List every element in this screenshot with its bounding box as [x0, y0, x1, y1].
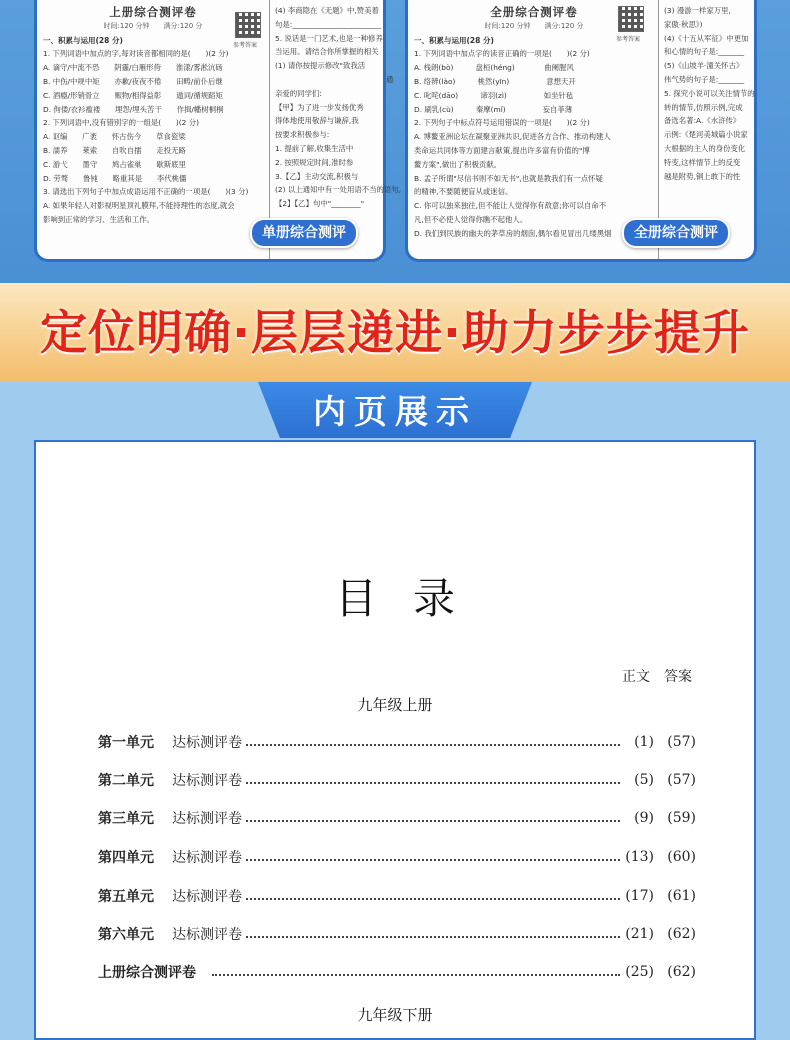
paper-text-line: C. 叱咤(dāo) 谛羽(zì) 如坐针毡	[414, 90, 574, 100]
paper-text-line: B. 濡养 莱索 自吹自擂 走投无路	[43, 145, 186, 155]
paper-text-line: 转的情节,仿照示例,完成	[664, 102, 743, 112]
paper-text-line: C. 游弋 墨守 鸠占雀巢 歇斯底里	[43, 159, 186, 169]
toc-row-answer-page: (57)	[667, 772, 696, 788]
toc-row-unit: 第三单元	[98, 811, 154, 827]
toc-row-page: (17)	[625, 888, 654, 904]
toc-row-leader	[246, 898, 620, 900]
toc-column-main: 正文	[622, 669, 650, 685]
paper-text-line: B. 络辨(lào) 桃然(yīn) 意想天开	[414, 76, 576, 86]
paper-left-section: 一、积累与运用(28 分)	[43, 35, 123, 45]
toc-row-unit: 第一单元	[98, 735, 154, 751]
toc-row-name: 达标测评卷	[172, 773, 242, 789]
paper-text-line: 句是:________________________	[275, 19, 381, 29]
paper-text-line: 当运用。请结合你所掌握的相关	[275, 47, 379, 57]
paper-right-col2-lines	[664, 4, 758, 183]
toc-row-unit: 第四单元	[98, 850, 154, 866]
paper-text-line: A. 谪守/中流不恐 阴霾/白雁形侉 淮漾/雾淞沆砀	[43, 63, 223, 73]
paper-right-column-2	[664, 4, 758, 183]
paper-text-line: 家傲·秋思》)	[664, 19, 703, 29]
toc-row-name: 达标测评卷	[172, 850, 242, 866]
paper-text-line: 和心情的句子是:_______	[664, 47, 745, 57]
paper-text-line: (4)《十五从军征》中更加	[664, 33, 749, 43]
paper-text-line: 【甲】为了进一步发扬优秀	[275, 102, 364, 112]
toc-row[interactable]	[98, 732, 696, 752]
toc-row-answer-page: (60)	[667, 849, 696, 865]
paper-right-meta: 时间:120 分钟 满分:120 分	[484, 21, 584, 30]
paper-text-line: 影响到正常的学习、生活和工作。	[43, 214, 154, 224]
toc-grade-lower: 九年级下册	[357, 1006, 433, 1024]
toc-row-name: 达标测评卷	[172, 927, 242, 943]
toc-column-answer: 答案	[664, 669, 692, 685]
paper-text-line: (2) 以上通知中有一处用语不当的语句,	[275, 185, 402, 195]
qr-code-icon	[235, 12, 261, 38]
paper-text-line: D. 劳骛 鲁钝 略重其是 李代桃僵	[43, 173, 187, 183]
paper-text-line: 2. 按照规定时间,准时参	[275, 157, 354, 167]
paper-text-line: B. 中伤/中规中矩 亦歉/夜夜不倦 田畴/前仆后继	[43, 76, 223, 86]
paper-text-line: (3) 漫游一样家万里,	[664, 6, 731, 15]
paper-text-line: (4) 李商隐在《无题》中,赞美着	[275, 6, 379, 15]
paper-right-section: 一、积累与运用(28 分)	[414, 35, 494, 45]
paper-text-line: 2. 下列句子中标点符号运用错误的一项是( )(2 分)	[414, 118, 590, 128]
paper-text-line: 亲爱的同学们:	[275, 88, 322, 98]
paper-text-line: 2. 下列词语中,没有错别字的一组是( )(2 分)	[43, 118, 199, 128]
paper-text-line: 【2】【乙】句中"________"	[275, 199, 365, 209]
qr-code-icon	[618, 6, 644, 32]
paper-text-line: 1. 下列词语中加点字的读音正确的一项是( )(2 分)	[414, 49, 590, 59]
paper-text-line: 越是附势,铜上敢下的性	[664, 171, 741, 181]
toc-row-unit: 第二单元	[98, 773, 154, 789]
paper-text-line: 大根据的主人的身份变化	[664, 143, 746, 153]
toc-row-page: (25)	[625, 964, 654, 980]
paper-text-line: C. 酒瘾/形销骨立 赈物/相得益彰 遁词/循规蹈矩	[43, 90, 223, 100]
toc-row[interactable]	[98, 924, 696, 944]
toc-row-page: (5)	[634, 772, 654, 788]
paper-text-line: A. 讴编 广袤 怀古伤今 草食瓷梁	[43, 132, 186, 142]
full-volume-test-badge: 全册综合测评	[622, 218, 730, 248]
toc-row-unit: 第五单元	[98, 889, 154, 905]
paper-left-title: 上册综合测评卷	[109, 5, 197, 19]
toc-grade-upper: 九年级上册	[357, 696, 433, 714]
paper-text-line: 1. 下列词语中加点的字,每对读音都相同的是( )(2 分)	[43, 49, 229, 59]
paper-text-line: A. 栈朗(bò) 盘桓(héng) 曲阑腥风	[414, 63, 574, 73]
toc-title: 目录	[334, 574, 491, 623]
paper-left-lines	[43, 47, 263, 226]
toc-row-page: (21)	[625, 926, 654, 942]
toc-page	[34, 440, 756, 1040]
toc-row-answer-page: (57)	[667, 734, 696, 750]
section-tab-label: 内页展示	[313, 392, 477, 431]
paper-text-line: 得体地使用敬辞与谦辞,我	[275, 116, 359, 126]
paper-text-line: 5. 探究小说可以关注情节的	[664, 88, 755, 98]
toc-row-leader	[246, 744, 620, 746]
paper-right-qr-label: 参考答案	[616, 36, 641, 43]
paper-right-lines	[414, 47, 654, 240]
paper-text-line: 3.【乙】主动交流,积极与	[275, 171, 359, 181]
slogan-text: 定位明确·层层递进·助力步步提升	[40, 306, 750, 361]
paper-text-line: 示例:《楚河美城篇小说家	[664, 130, 748, 140]
paper-text-line: 5. 说话是一门艺术,也是一种修养	[275, 33, 383, 43]
toc-row[interactable]	[98, 847, 696, 867]
paper-left-qr-label: 参考答案	[233, 42, 258, 49]
toc-row-answer-page: (62)	[667, 926, 696, 942]
paper-text-line: D. 刷乳(cù) 秦摩(mǐ) 妄自菲薄	[414, 104, 573, 114]
paper-text-line: 的精神,不要随便盲从或迷信。	[414, 187, 513, 197]
toc-row[interactable]	[98, 770, 696, 790]
paper-text-line: 通	[275, 74, 394, 84]
toc-row[interactable]	[98, 886, 696, 906]
paper-text-line: 类命运共同体等方面建言献策,提出许多富有价值的"博	[414, 145, 590, 155]
paper-left-column-2	[275, 4, 402, 211]
toc-row-unit: 上册综合测评卷	[98, 965, 196, 981]
toc-row-answer-page: (61)	[667, 888, 696, 904]
toc-row-leader	[212, 974, 620, 976]
paper-text-line: 3. 请选出下列句子中加点成语运用不正确的一项是( )(3 分)	[43, 187, 249, 197]
toc-row-page: (9)	[634, 810, 654, 826]
paper-text-line: A. 如果年轻人对影视明星顶礼膜拜,不能持理性的态度,就会	[43, 201, 235, 211]
toc-row-leader	[246, 859, 620, 861]
toc-row-unit: 第六单元	[98, 927, 154, 943]
paper-text-line: D. 我们到民族的幽夫的茅草房的烟囱,偶尔看见冒出几缕黑烟	[414, 228, 612, 238]
toc-row[interactable]	[98, 962, 696, 982]
paper-text-line: 按要求积极参与:	[275, 130, 330, 140]
paper-text-line: 鳌方案",做出了积极贡献。	[414, 159, 502, 169]
paper-text-line: 备选名著:A.《水浒传》	[664, 116, 741, 126]
toc-row-answer-page: (62)	[667, 964, 696, 980]
toc-row-leader	[246, 820, 620, 822]
toc-row[interactable]	[98, 808, 696, 828]
paper-text-line: 1. 提前了解,收集生活中	[275, 143, 354, 153]
toc-row-name: 达标测评卷	[172, 735, 242, 751]
paper-text-line: 凡,但不必使人觉得你瞧不起他人。	[414, 214, 528, 224]
paper-text-line: (5)《山坡羊·潼关怀古》	[664, 61, 744, 71]
paper-text-line: C. 你可以独来独往,但不能让人觉得你有敌意;你可以自命不	[414, 201, 607, 211]
paper-text-line: 特变,这样情节上的反变	[664, 157, 741, 167]
toc-row-name: 达标测评卷	[172, 811, 242, 827]
paper-text-line: A. 博鳌亚洲论坛在凝聚亚洲共识,促进各方合作、推动构建人	[414, 132, 611, 142]
paper-text-line: (1) 请你按提示修改"致我活	[275, 61, 366, 71]
toc-row-leader	[246, 936, 620, 938]
toc-row-answer-page: (59)	[667, 810, 696, 826]
toc-row-page: (1)	[634, 734, 654, 750]
paper-left-meta: 时间:120 分钟 满分:120 分	[103, 21, 203, 30]
single-volume-test-badge: 单册综合测评	[250, 218, 358, 248]
toc-row-name: 达标测评卷	[172, 889, 242, 905]
paper-left-col2-lines	[275, 4, 402, 211]
paper-text-line: 伟气势的句子是:_______	[664, 74, 745, 84]
toc-row-leader	[246, 782, 620, 784]
paper-right-title: 全册综合测评卷	[490, 5, 578, 19]
toc-row-page: (13)	[625, 849, 654, 865]
paper-text-line: D. 佝偻/衣衫褴褛 埋怨/埋头苦干 作揖/幡树桐桐	[43, 104, 224, 114]
paper-text-line: B. 孟子所谓"尽信书则不如无书",也就是教我们有一点怀疑	[414, 173, 603, 183]
paper-left-column-1	[43, 4, 263, 227]
